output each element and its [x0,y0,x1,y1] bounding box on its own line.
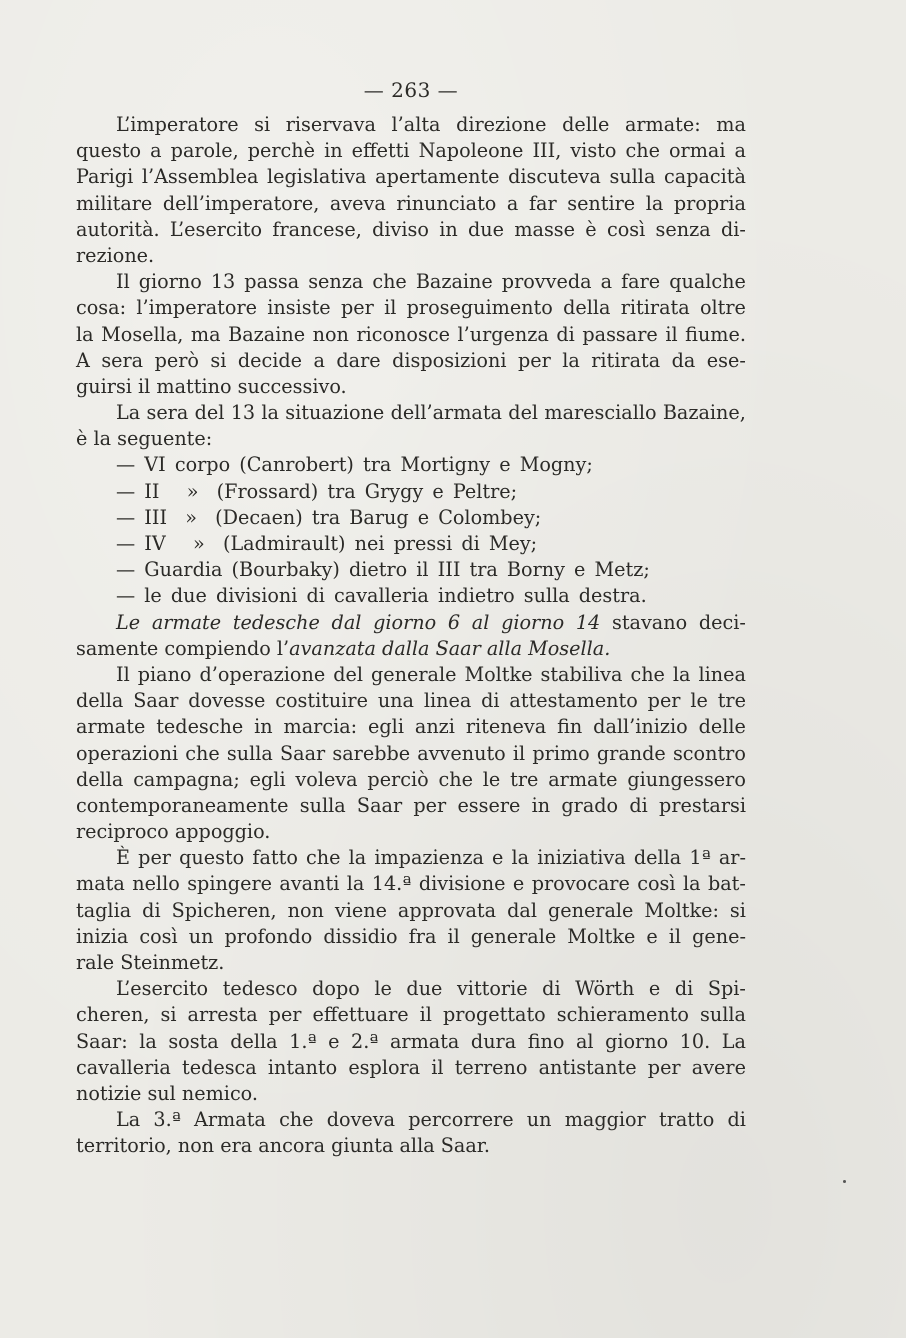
text-line: inizia così un profondo dissidio fra il generale Moltke e il gene- [76,924,746,948]
text-line: Il piano d’operazione del generale Moltke stabiliva che la linea [116,662,746,686]
text-line: Il giorno 13 passa senza che Bazaine provveda a fare qualche [116,270,746,294]
text-line: operazioni che sulla Saar sarebbe avvenuto il primo grande scontro [76,741,746,765]
text-line: rezione. [76,243,155,267]
text-line: L’esercito tedesco dopo le due vittorie di Wörth e di Spi- [116,977,746,1001]
text-line: È per questo fatto che la impazienza e la iniziativa della 1ª ar- [116,846,746,870]
text-line: Le armate tedesche dal giorno 6 al giorno 14 stavano deci- [116,610,746,634]
text-line: La sera del 13 la situazione dell’armata del maresciallo Bazaine, [116,401,746,425]
text-line: armate tedesche in marcia: egli anzi riteneva fin dall’inizio delle [76,715,746,739]
text-line: questo a parole, perchè in effetti Napoleone III, visto che ormai a [76,139,746,163]
body-text [76,112,746,1160]
text-line: della campagna; egli voleva perciò che le tre armate giungessero [76,767,746,791]
text-line: della Saar dovesse costituire una linea di attestamento per le tre [76,689,746,713]
text-line: Parigi l’Assemblea legislativa apertamente discuteva sulla capacità [76,165,746,189]
text-line: — le due divisioni di cavalleria indietro sulla destra. [116,584,647,608]
text-line: — Guardia (Bourbaky) dietro il III tra Borny e Metz; [116,558,650,582]
text-line: cheren, si arresta per effettuare il progettato schieramento sulla [76,1003,746,1027]
text-line: L’imperatore si riservava l’alta direzione delle armate: ma [116,113,746,136]
text-line: cavalleria tedesca intanto esplora il terreno antistante per avere [76,1055,746,1079]
text-line: taglia di Spicheren, non viene approvata dal generale Moltke: si [76,898,746,922]
text-line: A sera però si decide a dare disposizioni per la ritirata da ese- [76,348,746,372]
text-line: La 3.ª Armata che doveva percorrere un maggior tratto di [116,1108,746,1132]
text-line: reciproco appoggio. [76,820,271,844]
text-line: samente compiendo l’ avanzata dalla Saar alla Mosella. [76,636,611,660]
text-line: notizie sul nemico. [76,1081,258,1105]
text-line: Saar: la sosta della 1.ª e 2.ª armata dura fino al giorno 10. La [76,1029,746,1053]
text-line: contemporaneamente sulla Saar per essere in grado di prestarsi [76,793,746,817]
text-line: militare dell’imperatore, aveva rinunciato a far sentire la propria [76,191,746,215]
text-line: — VI corpo (Canrobert) tra Mortigny e Mogny; [116,453,593,477]
text-line: mata nello spingere avanti la 14.ª divisione e provocare così la bat- [76,872,746,896]
text-line: è la seguente: [76,427,213,451]
text-line: autorità. L’esercito francese, diviso in due masse è così senza di- [76,217,746,241]
print-speck [843,1180,846,1183]
text-line: — III » (Decaen) tra Barug e Colombey; [116,505,542,529]
text-line: — II » (Frossard) tra Grygy e Peltre; [116,479,518,503]
text-line: rale Steinmetz. [76,951,225,974]
text-line: la Mosella, ma Bazaine non riconosce l’urgenza di passare il fiume. [76,322,746,346]
text-line: guirsi il mattino successivo. [76,374,347,398]
text-line: — IV » (Ladmirault) nei pressi di Mey; [116,532,538,555]
text-line: territorio, non era ancora giunta alla Saar. [76,1134,490,1158]
page-number: — 263 — [363,78,459,102]
text-line: cosa: l’imperatore insiste per il proseguimento della ritirata oltre [76,296,746,320]
